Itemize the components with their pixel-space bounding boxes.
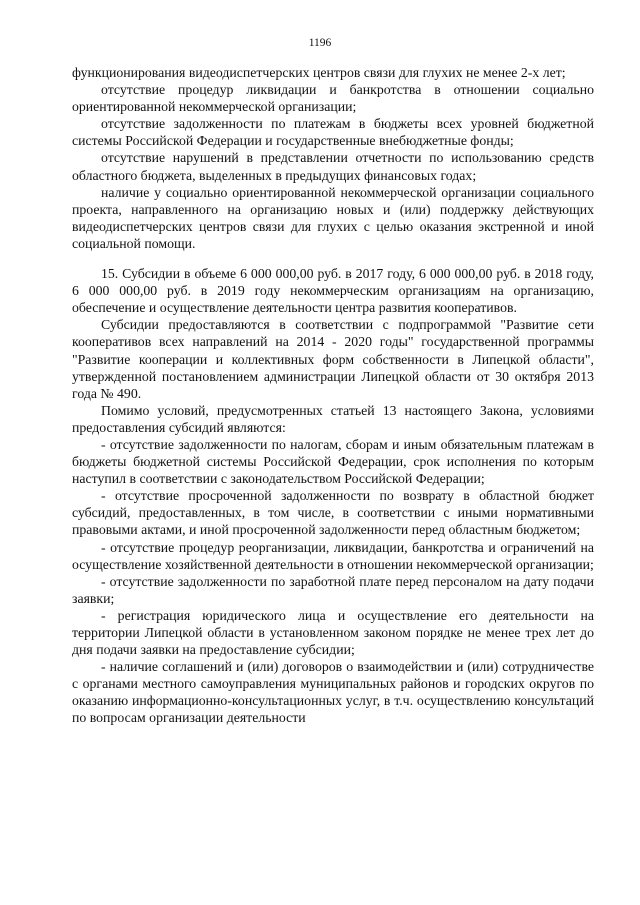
paragraph-condition-no-debt: отсутствие задолженности по платежам в бюджеты всех уровней бюджетной системы Российской Федерации и государственные внебюджетные фонды; — [72, 116, 594, 149]
paragraph-condition-no-liquidation: отсутствие процедур ликвидации и банкротства в отношении социально ориентированной некоммерческой организации; — [72, 82, 594, 115]
paragraph-condition-no-reporting-violations: отсутствие нарушений в представлении отчетности по использованию средств областного бюджета, выделенных в предыдущих финансовых годах; — [72, 150, 594, 183]
document-body — [72, 64, 594, 727]
paragraph-item-15: 15. Субсидии в объеме 6 000 000,00 руб. в 2017 году, 6 000 000,00 руб. в 2018 году, 6 000 000,00 руб. в 2019 году некоммерческим организациям на организацию, обеспечение и осуществление деятельности центра развития кооперативов. — [72, 266, 594, 316]
paragraph-condition-no-wage-debt: - отсутствие задолженности по заработной плате перед персоналом на дату подачи заявки; — [72, 573, 594, 606]
paragraph-continuation: функционирования видеодиспетчерских центров связи для глухих не менее 2-х лет; — [72, 65, 566, 80]
paragraph-condition-agreements: - наличие соглашений и (или) договоров о взаимодействии и (или) сотрудничестве с органами местного самоуправления муниципальных районов и городских округов по оказанию информационно-консультационных услуг, в т.ч. осуществлению консультаций по вопросам организации деятельности — [72, 659, 594, 726]
paragraph-condition-no-reorganization: - отсутствие процедур реорганизации, ликвидации, банкротства и ограничений на осуществление хозяйственной деятельности в отношении некоммерческой организации; — [72, 539, 594, 572]
paragraph-condition-overdue-debt: - отсутствие просроченной задолженности по возврату в областной бюджет субсидий, предоставленных, в том числе, в соответствии с иными нормативными правовыми актами, и иной просроченной задолженности перед областным бюджетом; — [72, 488, 594, 538]
paragraph-subsidy-basis: Субсидии предоставляются в соответствии с подпрограммой "Развитие сети кооперативов всех направлений на 2014 - 2020 годы" государственной программы "Развитие кооперации и коллективных форм собственности в Липецкой области", утвержденной постановлением администрации Липецкой области от 30 октября 2013 года № 490. — [72, 317, 594, 401]
page-number: 1196 — [308, 37, 332, 49]
paragraph-condition-tax-debt: - отсутствие задолженности по налогам, сборам и иным обязательным платежам в бюджеты бюджетной системы Российской Федерации, срок исполнения по которым наступил в соответствии с законодательством Российской Федерации; — [72, 436, 594, 487]
paragraph-condition-registration: - регистрация юридического лица и осуществление его деятельности на территории Липецкой области в установленном законом порядке не менее трех лет до дня подачи заявки на предоставление субсидии; — [72, 607, 594, 658]
paragraph-condition-social-project: наличие у социально ориентированной некоммерческой организации социального проекта, направленного на организацию новых и (или) поддержку действующих видеодиспетчерских центров связи для глухих с целью оказания экстренной и иной социальной помощи. — [72, 184, 594, 251]
paragraph-conditions-intro: Помимо условий, предусмотренных статьей 13 настоящего Закона, условиями предоставления субсидий являются: — [72, 402, 594, 435]
